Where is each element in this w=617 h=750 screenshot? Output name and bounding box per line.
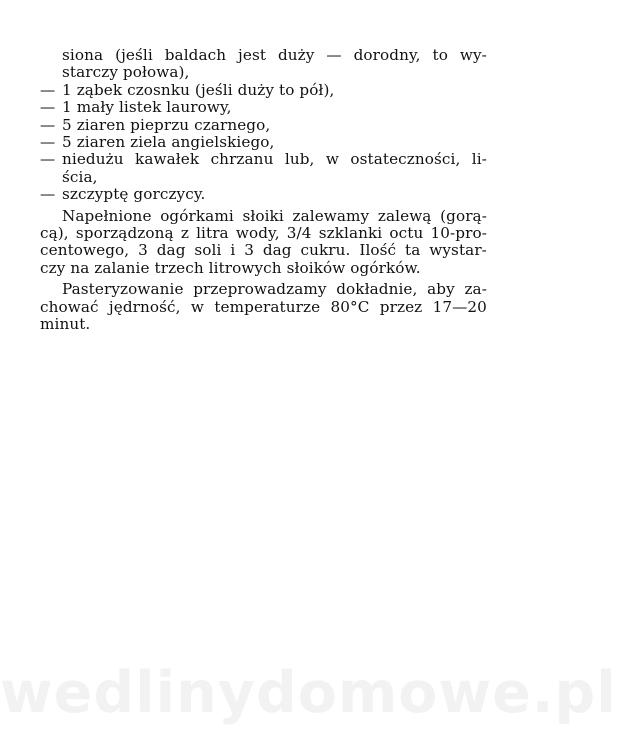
list-dash: — <box>40 98 56 117</box>
list-dash: — <box>40 115 56 134</box>
text-line: Napełnione ogórkami słoiki zalewamy zalewą (gorą- <box>62 206 487 225</box>
list-item-text: 1 ząbek czosnku (jeśli duży to pół), <box>62 80 335 99</box>
paragraph-filling <box>40 208 487 278</box>
text-line: minut. <box>40 315 91 334</box>
list-dash: — <box>40 150 56 169</box>
text-line: siona (jeśli baldach jest duży — dorodny, to wy- <box>62 46 487 64</box>
ingredient-continuation <box>40 47 487 82</box>
list-item-text: 5 ziaren pieprzu czarnego, <box>62 115 271 134</box>
watermark: wedlinydomowe.pl <box>0 660 617 726</box>
text-line: czy na zalanie trzech litrowych słoików ogórków. <box>40 258 421 277</box>
list-item <box>40 99 487 116</box>
ingredient-list <box>40 82 487 204</box>
list-dash: — <box>40 80 56 99</box>
list-item-text: szczyptę gorczycy. <box>62 185 206 204</box>
list-item-text: 1 mały listek laurowy, <box>62 98 232 117</box>
text-line: chować jędrność, w temperaturze 80°C przez 17—20 <box>40 297 487 316</box>
list-item <box>40 186 487 203</box>
list-item <box>40 117 487 134</box>
text-line: starczy połowa), <box>62 63 190 82</box>
list-item-text: niedużu kawałek chrzanu lub, w ostateczności, li- <box>62 150 487 169</box>
list-dash: — <box>40 185 56 204</box>
list-item-text-continued: ścia, <box>62 167 98 186</box>
page-text-block <box>40 47 487 334</box>
text-line: cą), sporządzoną z litra wody, 3/4 szklanki octu 10-pro- <box>40 224 487 243</box>
list-item-text: 5 ziaren ziela angielskiego, <box>62 133 275 152</box>
list-item <box>40 151 487 186</box>
list-item <box>40 134 487 151</box>
text-line: Pasteryzowanie przeprowadzamy dokładnie, aby za- <box>62 280 487 299</box>
list-item <box>40 82 487 99</box>
list-dash: — <box>40 133 56 152</box>
text-line: centowego, 3 dag soli i 3 dag cukru. Ilość ta wystar- <box>40 241 487 260</box>
paragraph-pasteurization <box>40 281 487 333</box>
